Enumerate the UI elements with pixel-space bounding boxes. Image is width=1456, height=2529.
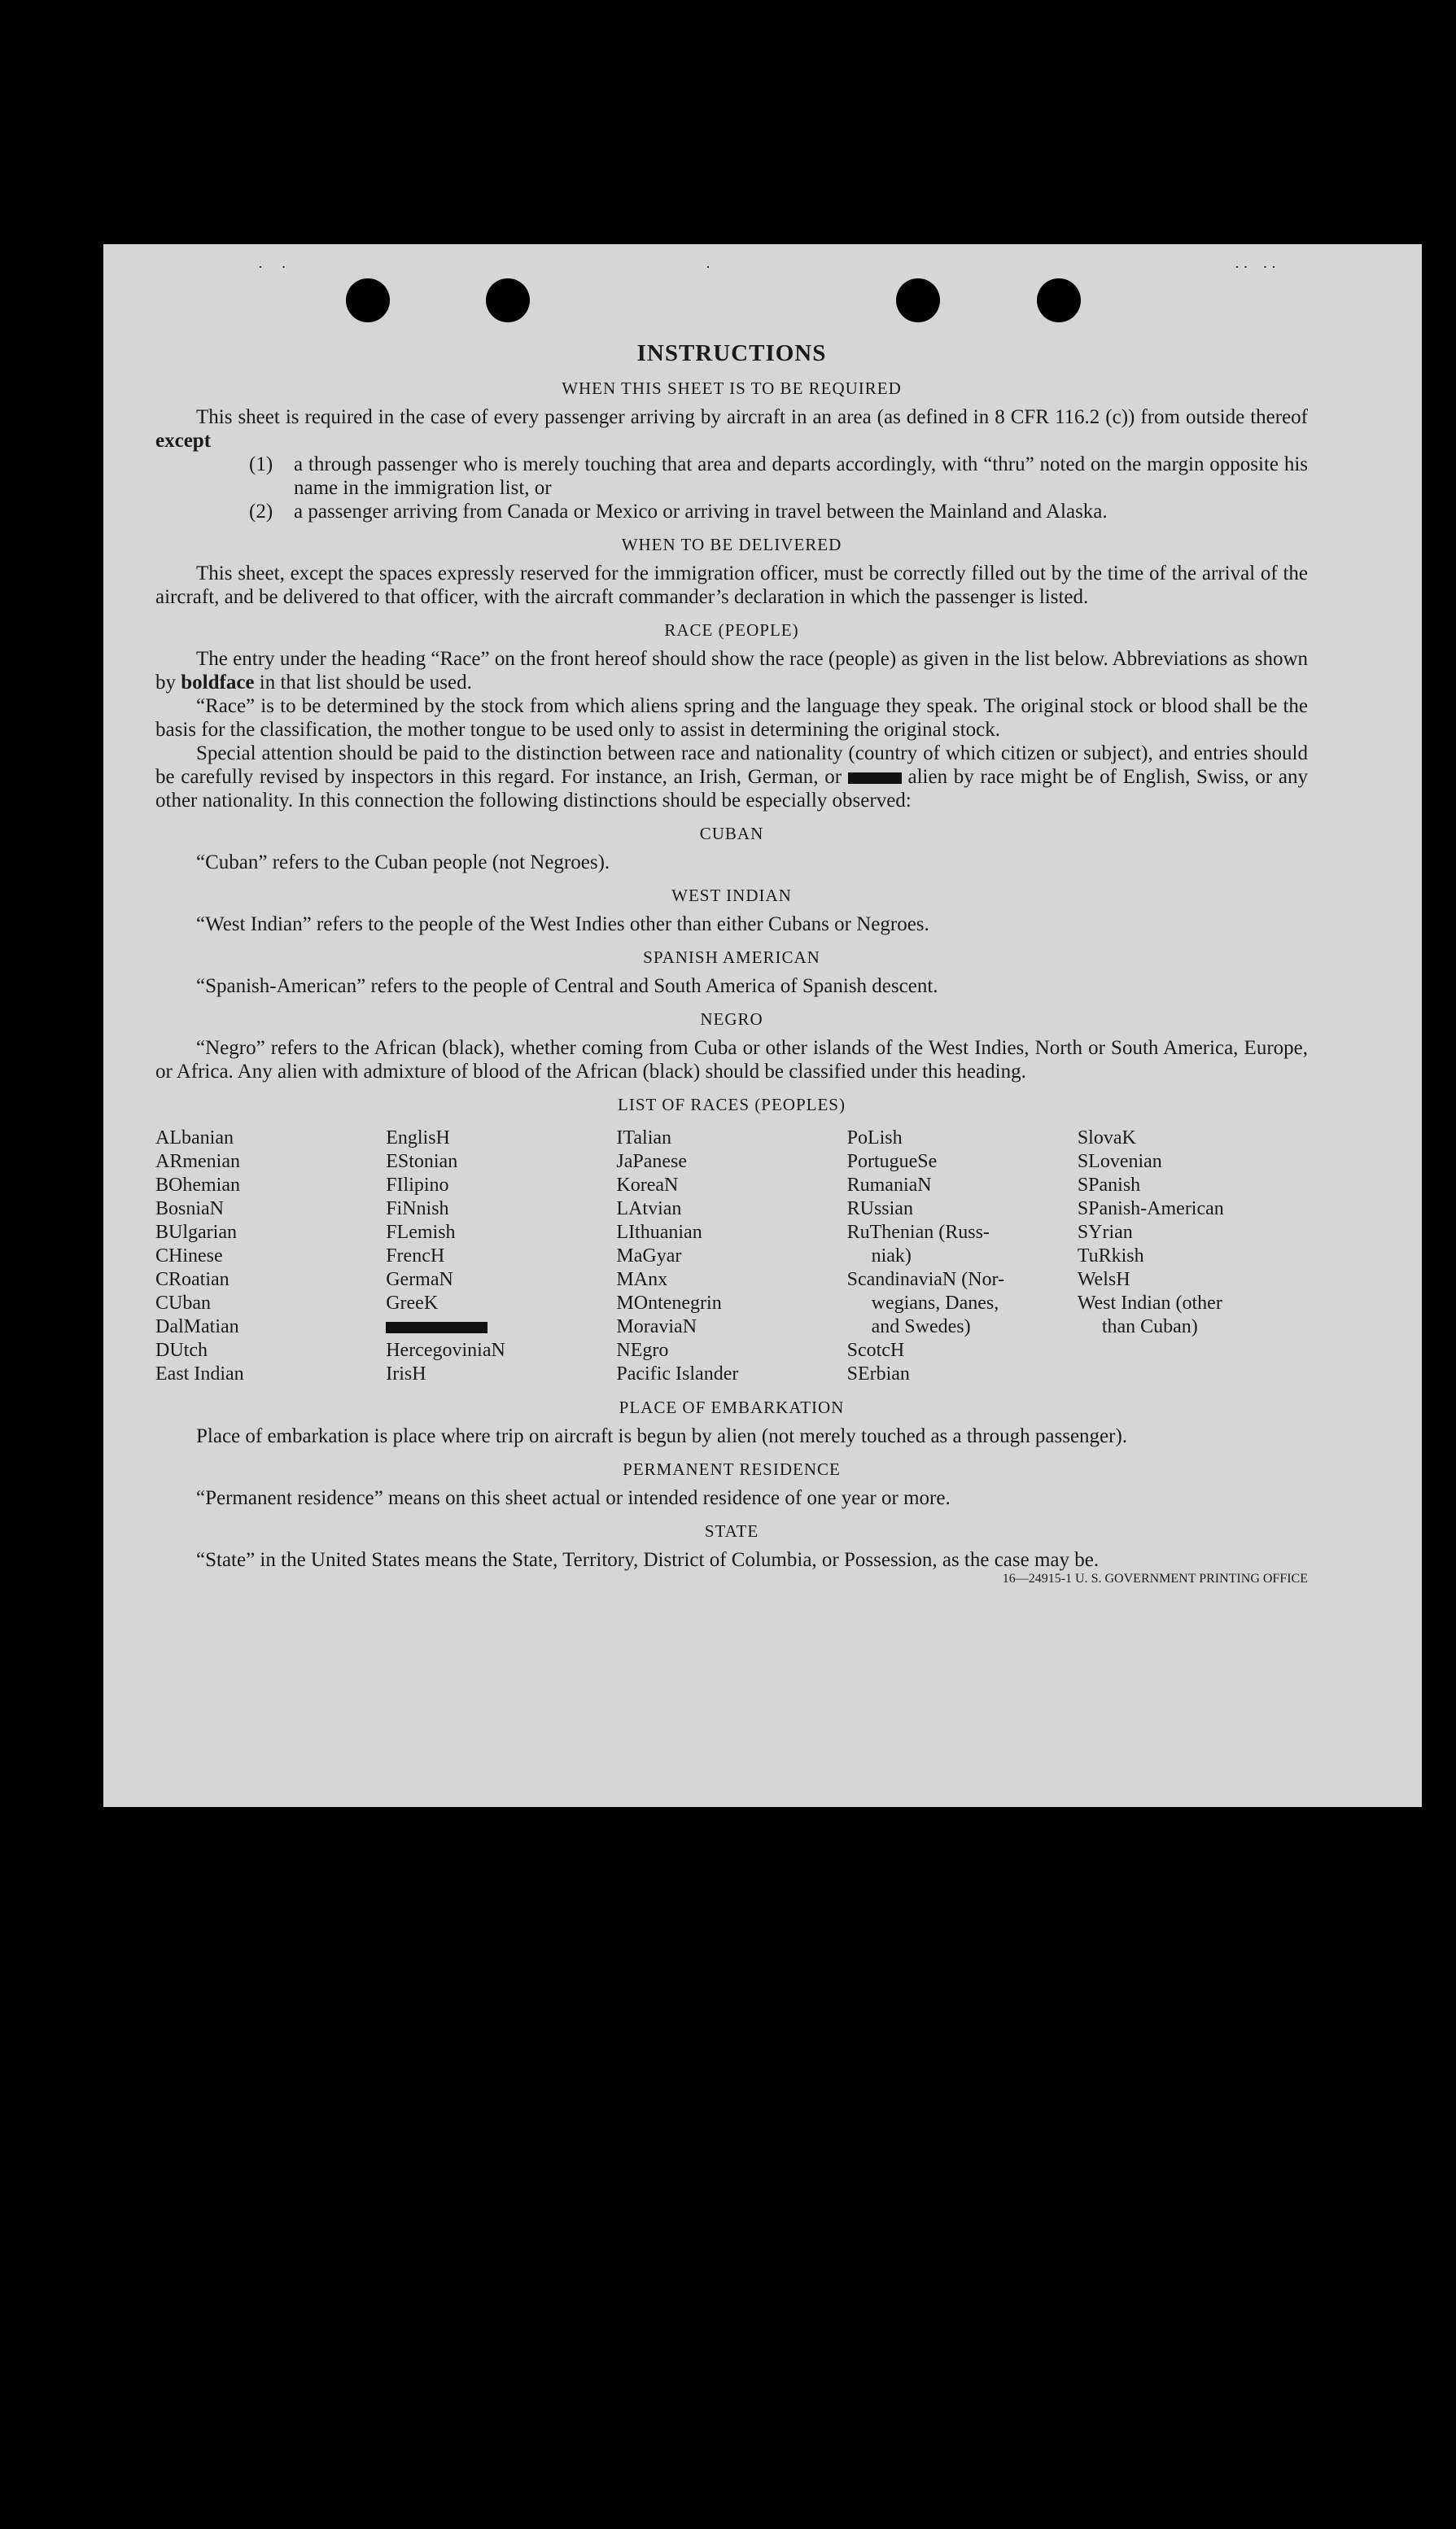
paragraph: Place of embarkation is place where trip on aircraft is begun by alien (not merely touched as a through passenger). <box>196 1425 1128 1447</box>
race-entry: ALbanian <box>155 1127 234 1149</box>
paragraph: “Race” is to be determined by the stock from which aliens spring and the language they speak. The original stock or blood shall be the basis for the classification, the mother tongue to be used only to assist in determining the original stock. <box>155 695 1308 741</box>
section-heading: STATE <box>704 1521 759 1541</box>
race-column <box>847 1127 1078 1386</box>
race-entry: MOntenegrin <box>616 1293 722 1314</box>
race-entry: CHinese <box>155 1245 223 1267</box>
race-entry: LAtvian <box>616 1198 682 1219</box>
race-entry: than Cuban) <box>1101 1316 1198 1337</box>
race-list <box>155 1127 1308 1386</box>
redaction-mark <box>848 772 902 784</box>
race-entry: FiNnish <box>386 1198 449 1219</box>
page-title: INSTRUCTIONS <box>636 340 827 366</box>
paragraph: “Negro” refers to the African (black), whether coming from Cuba or other islands of the West Indies, North or South America, Europe, or Africa. Any alien with admixture of blood of the African (black) should be classified under this heading. <box>155 1037 1308 1083</box>
race-entry: BosniaN <box>155 1198 224 1219</box>
section-heading: NEGRO <box>700 1009 763 1029</box>
section-heading: PERMANENT RESIDENCE <box>623 1459 841 1479</box>
punch-hole <box>346 278 390 322</box>
race-entry: East Indian <box>155 1363 244 1385</box>
paragraph: Special attention should be paid to the distinction between race and nationality (country of which citizen or subject), and entries should be carefully revised by inspectors in this regard. For instance, an Irish, German, or alien by race might be of English, Swiss, or any other nationality. In this connection the following distinctions should be especially observed: <box>155 742 1309 812</box>
race-entry: NEgro <box>616 1340 669 1361</box>
paragraph: “Cuban” refers to the Cuban people (not Negroes). <box>196 851 610 873</box>
punch-hole <box>896 278 940 322</box>
paragraph: “State” in the United States means the State, Territory, District of Columbia, or Possession, as the case may be. <box>196 1549 1100 1571</box>
race-entry: SPanish <box>1077 1175 1141 1196</box>
section-heading: RACE (PEOPLE) <box>664 620 799 640</box>
section-heading: WHEN TO BE DELIVERED <box>621 535 842 554</box>
paragraph: This sheet, except the spaces expressly reserved for the immigration officer, must be correctly filled out by the time of the arrival of the aircraft, and be delivered to that officer, with the aircraft commander’s declaration in which the passenger is listed. <box>155 562 1308 608</box>
race-column <box>155 1127 386 1386</box>
race-entry: FrencH <box>386 1245 445 1267</box>
race-entry: FIlipino <box>386 1175 449 1196</box>
race-entry: JaPanese <box>616 1151 688 1172</box>
race-entry: RumaniaN <box>846 1175 932 1196</box>
punch-hole <box>486 278 530 322</box>
section-heading: LIST OF RACES (PEOPLES) <box>618 1095 846 1114</box>
scan-mark: · <box>706 259 711 275</box>
race-entry: MAnx <box>616 1269 668 1290</box>
race-entry: EnglisH <box>386 1127 450 1149</box>
instruction-sheet <box>103 244 1422 1807</box>
list-item: (2) a passenger arriving from Canada or Mexico or arriving in travel between the Mainland and Alaska. <box>249 501 1108 523</box>
race-entry: HercegoviniaN <box>386 1340 505 1361</box>
race-entry: ScandinaviaN (Nor- <box>846 1269 1005 1290</box>
scan-mark: · · · · <box>1235 259 1276 275</box>
race-entry: ITalian <box>616 1127 672 1149</box>
scan-mark: · · <box>258 259 286 275</box>
race-entry: WelsH <box>1077 1269 1130 1290</box>
section-heading: CUBAN <box>699 824 764 843</box>
paragraph: This sheet is required in the case of every passenger arriving by aircraft in an area (as defined in 8 CFR 116.2 (c)) from outside thereof except <box>155 406 1308 452</box>
section-heading: WEST INDIAN <box>671 886 792 905</box>
race-entry: LIthuanian <box>616 1222 702 1243</box>
race-entry: PortugueSe <box>846 1151 938 1172</box>
race-entry: SYrian <box>1077 1222 1133 1243</box>
race-entry: SPanish-American <box>1077 1198 1224 1219</box>
race-entry: SErbian <box>846 1363 910 1385</box>
race-entry: CRoatian <box>155 1269 230 1290</box>
race-entry: wegians, Danes, <box>871 1293 999 1314</box>
section-heading: SPANISH AMERICAN <box>643 947 820 967</box>
race-entry: CUban <box>155 1293 211 1314</box>
punch-hole <box>1037 278 1081 322</box>
race-entry: MoraviaN <box>616 1316 697 1337</box>
race-entry: SlovaK <box>1077 1127 1136 1149</box>
race-entry: KoreaN <box>616 1175 679 1196</box>
race-entry: TuRkish <box>1077 1245 1144 1267</box>
race-column <box>386 1127 616 1386</box>
paragraph: The entry under the heading “Race” on the front hereof should show the race (people) as given in the list below. Abbreviations as shown by boldface in that list should be used. <box>155 648 1308 694</box>
race-entry: RUssian <box>846 1198 913 1219</box>
race-entry: RuThenian (Russ- <box>846 1222 990 1243</box>
race-entry: and Swedes) <box>871 1316 971 1337</box>
race-entry: Pacific Islander <box>616 1363 739 1385</box>
section-heading: PLACE OF EMBARKATION <box>619 1398 845 1417</box>
redaction-mark <box>386 1322 488 1333</box>
print-code: 16—24915-1 U. S. GOVERNMENT PRINTING OFFICE <box>1002 1572 1308 1586</box>
race-entry: EStonian <box>386 1151 458 1172</box>
race-entry: DalMatian <box>155 1316 239 1337</box>
race-column <box>1078 1127 1308 1386</box>
race-entry: IrisH <box>386 1363 426 1385</box>
final-paragraph <box>155 1548 1308 1572</box>
race-entry: DUtch <box>155 1340 208 1361</box>
paragraph: “West Indian” refers to the people of the West Indies other than either Cubans or Negroes. <box>196 913 929 935</box>
section-heading: WHEN THIS SHEET IS TO BE REQUIRED <box>562 378 902 398</box>
race-entry: niak) <box>871 1245 912 1267</box>
race-column <box>616 1127 846 1386</box>
race-entry: MaGyar <box>616 1245 682 1267</box>
paragraph: “Permanent residence” means on this sheet actual or intended residence of one year or more. <box>196 1487 951 1509</box>
race-entry: BUlgarian <box>155 1222 237 1243</box>
race-entry: ARmenian <box>155 1151 240 1172</box>
race-entry: West Indian (other <box>1077 1293 1222 1314</box>
list-item: (1) a through passenger who is merely touching that area and departs accordingly, with “thru” noted on the margin opposite his name in the immigration list, or <box>249 453 1308 499</box>
race-entry: SLovenian <box>1077 1151 1162 1172</box>
race-entry: PoLish <box>846 1127 903 1149</box>
race-entry: BOhemian <box>155 1175 240 1196</box>
paragraph: “Spanish-American” refers to the people of Central and South America of Spanish descent. <box>196 975 938 997</box>
race-entry: ScotcH <box>846 1340 905 1361</box>
footer-row <box>155 1572 1308 1586</box>
race-entry: FLemish <box>386 1222 456 1243</box>
race-entry: GreeK <box>386 1293 439 1314</box>
race-entry: GermaN <box>386 1269 453 1290</box>
